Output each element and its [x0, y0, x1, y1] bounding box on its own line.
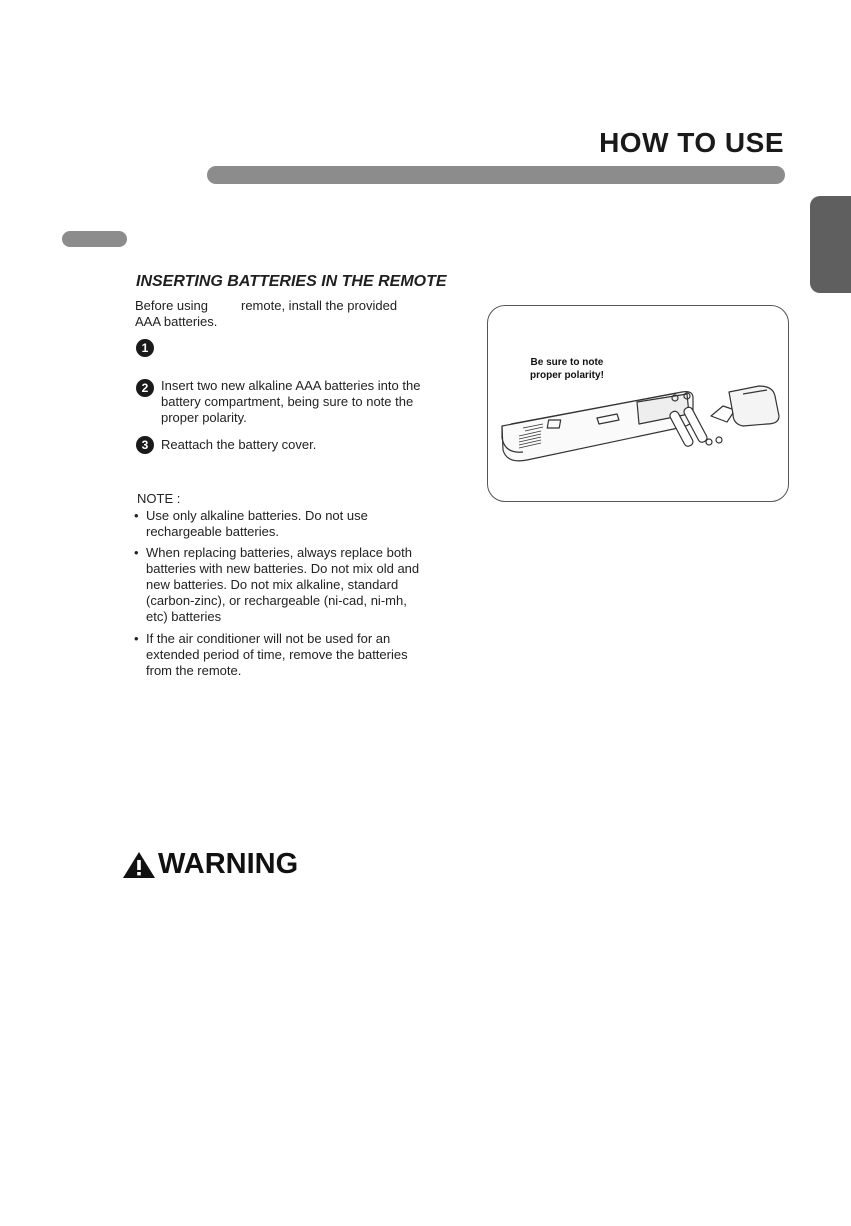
- note-item: [134, 631, 429, 679]
- intro-part-2: remote, install the provided: [241, 298, 398, 313]
- note-item: [134, 545, 429, 625]
- warning-triangle-icon: [122, 851, 156, 879]
- step-3-badge: 3: [136, 436, 154, 454]
- intro-line-2: AAA batteries.: [135, 314, 218, 329]
- warning-heading: [122, 848, 298, 881]
- intro-part-1: Before using: [135, 298, 208, 313]
- note-heading: NOTE :: [137, 491, 181, 506]
- step-3-text: Reattach the battery cover.: [161, 437, 317, 452]
- title-rule: [207, 166, 785, 184]
- bullet: •: [134, 631, 139, 646]
- step-1-badge: 1: [136, 339, 154, 357]
- note-item-text: When replacing batteries, always replace both batteries with new batteries. Do not mix old and new batteries. Do not mix alkaline, standard (carbon-zinc), or rechargeable (ni-cad, ni-mh, etc) batteries: [146, 545, 420, 624]
- remote-battery-illustration-icon: [497, 384, 782, 464]
- bullet: •: [134, 545, 139, 560]
- polarity-note: [530, 356, 604, 382]
- note-item-text: If the air conditioner will not be used for an extended period of time, remove the batteries from the remote.: [146, 631, 408, 678]
- step-2-badge: 2: [136, 379, 154, 397]
- bullet: •: [134, 508, 139, 523]
- polarity-note-line-1: Be sure to note: [530, 357, 604, 368]
- page-title: HOW TO USE: [599, 127, 784, 158]
- intro-line-1: [135, 298, 397, 314]
- note-item-text: Use only alkaline batteries. Do not use rechargeable batteries.: [146, 508, 368, 539]
- side-language-tab: [810, 196, 851, 293]
- note-item: [134, 508, 429, 540]
- polarity-note-line-2: proper polarity!: [530, 370, 604, 381]
- section-heading: INSERTING BATTERIES IN THE REMOTE: [136, 273, 447, 290]
- warning-label: WARNING: [158, 848, 299, 880]
- step-2-text: Insert two new alkaline AAA batteries into the battery compartment, being sure to note the proper polarity.: [161, 378, 421, 425]
- section-pill: [62, 231, 127, 247]
